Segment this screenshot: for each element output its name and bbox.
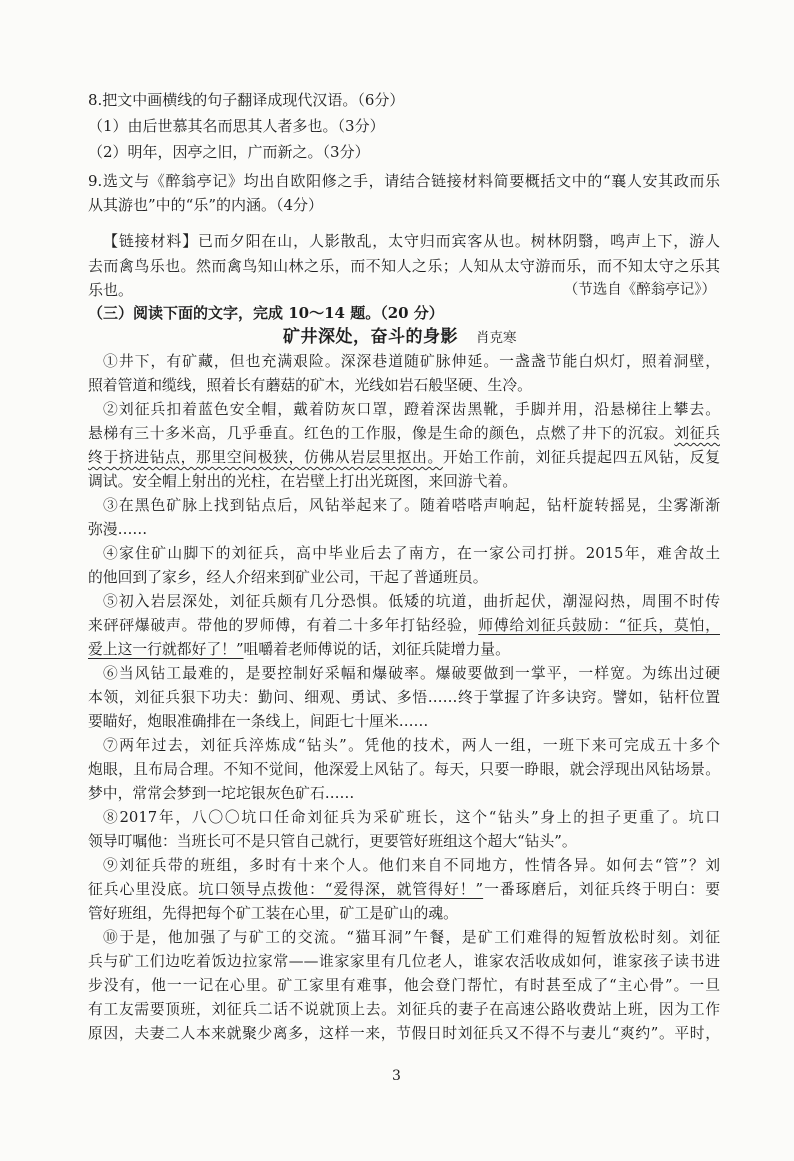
paragraph-5 <box>88 590 720 662</box>
link-material-line: 去而禽鸟乐也。然而禽鸟知山林之乐，而不知人之乐；人知从太守游而乐，而不知太守之乐其 <box>88 256 720 275</box>
text-segment: 征兵心里没底。 <box>88 881 199 898</box>
text-line: ⑨刘征兵带的班组，多时有十来个人。他们来自不同地方，性情各异。如何去“管”？刘 <box>103 857 720 874</box>
source-note: （节选自《醉翁亭记》） <box>563 282 716 298</box>
text-line: 要瞄好，炮眼准确排在一条线上，间距七十厘米…… <box>88 713 429 730</box>
paragraph-4 <box>88 542 720 590</box>
text-line: 梦中，常常会梦到一坨坨银灰色矿石…… <box>88 785 355 802</box>
paragraph-2 <box>88 398 720 494</box>
text-line: 原因，夫妻二人本来就聚少离多，这样一来，节假日时刘征兵又不得不与妻儿“爽约”。平时， <box>88 1025 720 1042</box>
text-line: 照着管道和缆线，照着长有蘑菇的矿木，光线如岩石般坚硬、生冷。 <box>88 377 532 394</box>
passage-author: 肖克寒 <box>476 330 517 346</box>
text-line: 步没有，他一一记在心里。矿工家里有难事，他会登门帮忙，有时甚至成了“主心骨”。一旦 <box>88 977 720 994</box>
text-line: ③在黑色矿脉上找到钻点后，风钻举起来了。随着嗒嗒声响起，钻杆旋转摇晃，尘雾渐渐 <box>103 497 720 514</box>
passage-title-row <box>283 325 517 349</box>
text-line: 兵与矿工们边吃着饭边拉家常——谁家家里有几位老人，谁家农活收成如何，谁家孩子读书进 <box>88 953 720 970</box>
text-line: ⑥当风钻工最难的，是要控制好采幅和爆破率。爆破要做到一掌平，一样宽。为练出过硬 <box>103 665 720 682</box>
text-line: ②刘征兵扣着蓝色安全帽，戴着防灰口罩，蹬着深齿黑靴，手脚并用，沿悬梯往上攀去。 <box>103 401 720 418</box>
text-segment: 开始工作前，刘征兵提起四五风钻，反复 <box>442 449 720 466</box>
paragraph-3 <box>88 494 720 542</box>
text-line <box>88 614 720 638</box>
text-line: ⑧2017年，八〇〇坑口任命刘征兵为采矿班长，这个“钻头”身上的担子更重了。坑口 <box>103 809 720 826</box>
text-line: 的他回到了家乡，经人介绍来到矿业公司，干起了普通班员。 <box>88 569 488 586</box>
paragraph-1 <box>88 350 720 398</box>
text-line: 有工友需要顶班，刘征兵二话不说就顶上去。刘征兵的妻子在高速公路收费站上班，因为工作 <box>88 1001 720 1018</box>
link-material-line: 【链接材料】已而夕阳在山，人影散乱，太守归而宾客从也。树林阴翳，鸣声上下，游人 <box>103 232 720 250</box>
text-segment: 来砰砰爆破声。带他的罗师傅，有着二十多年打钻经验， <box>88 617 479 634</box>
q8-stem: 8.把文中画横线的句子翻译成现代汉语。（6分） <box>88 91 405 109</box>
section-3 <box>88 301 720 325</box>
text-line: 管好班组，先得把每个矿工装在心里，矿工是矿山的魂。 <box>88 905 458 922</box>
q8-item: （1）由后世慕其名而思其人者多也。（3分） <box>88 117 385 135</box>
passage-title: 矿井深处，奋斗的身影 <box>283 327 458 347</box>
wavy-underlined-sentence: 刘征兵 <box>674 425 720 442</box>
paragraph-10 <box>88 926 720 1046</box>
text-line: ④家住矿山脚下的刘征兵，高中毕业后去了南方，在一家公司打拼。2015年，难舍故土 <box>103 545 720 562</box>
text-line: ①井下，有矿藏，但也充满艰险。深深巷道随矿脉伸延。一盏盏节能白炽灯，照着洞壁， <box>103 353 720 370</box>
text-line: 弥漫…… <box>88 521 148 538</box>
text-line <box>88 878 720 902</box>
text-segment: 一番琢磨后，刘征兵终于明白：要 <box>483 881 720 898</box>
text-line: ⑩于是，他加强了与矿工的交流。“猫耳洞”午餐，是矿工们难得的短暂放松时刻。刘征 <box>103 929 720 946</box>
section-heading: （三）阅读下面的文字，完成 10～14 题。（20 分） <box>88 304 444 322</box>
paragraph-7 <box>88 734 720 806</box>
question-9 <box>88 169 720 217</box>
link-material-line: 乐也。 <box>88 281 134 299</box>
text-line: ⑤初入岩层深处，刘征兵颇有几分恐惧。低矮的坑道，曲折起伏，潮湿闷热，周围不时传 <box>103 593 720 610</box>
text-line: 本领，刘征兵狠下功夫：勤问、细观、勇试、多悟……终于掌握了许多诀窍。譬如，钻杆位置 <box>88 689 720 706</box>
underlined-sentence: 爱上这一行就都好了！” <box>88 641 244 658</box>
paragraph-6 <box>88 662 720 734</box>
question-8 <box>88 87 720 165</box>
q8-item: （2）明年，因亭之旧，广而新之。（3分） <box>88 143 370 161</box>
page-number: 3 <box>392 1068 401 1084</box>
text-line <box>88 446 720 470</box>
wavy-underlined-sentence: 终于挤进钻点，那里空间极狭，仿佛从岩层里抠出。 <box>88 449 443 466</box>
q9-stem-line: 9.选文与《醉翁亭记》均出自欧阳修之手，请结合链接材料简要概括文中的“襄人安其政而乐 <box>88 172 720 190</box>
underlined-sentence: 坑口领导点拨他：“爱得深，就管得好！” <box>198 881 484 898</box>
text-line: ⑦两年过去，刘征兵淬炼成“钻头”。凭他的技术，两人一组，一班下来可完成五十多个 <box>103 737 720 754</box>
passage-body <box>88 350 720 1046</box>
text-line: 炮眼，且布局合理。不知不觉间，他深爱上风钻了。每天，只要一睁眼，就会浮现出风钻场景。 <box>88 761 720 778</box>
underlined-sentence: 师傅给刘征兵鼓励：“征兵，莫怕， <box>478 617 720 634</box>
paragraph-8 <box>88 806 720 854</box>
text-line: 领导叮嘱他：当班长可不是只管自己就行，更要管好班组这个超大“钻头”。 <box>88 833 577 850</box>
q9-stem-line: 从其游也”中的“乐”的内涵。（4分） <box>88 196 324 214</box>
text-segment: 咀嚼着老师傅说的话，刘征兵陡增力量。 <box>243 641 510 658</box>
text-line <box>88 422 720 446</box>
text-segment: 悬梯有三十多米高，几乎垂直。红色的工作服，像是生命的颜色，点燃了井下的沉寂。 <box>88 425 675 442</box>
text-line <box>88 638 720 662</box>
text-line: 调试。安全帽上射出的光柱，在岩壁上打出光斑图，来回游弋着。 <box>88 473 518 490</box>
paragraph-9 <box>88 854 720 926</box>
